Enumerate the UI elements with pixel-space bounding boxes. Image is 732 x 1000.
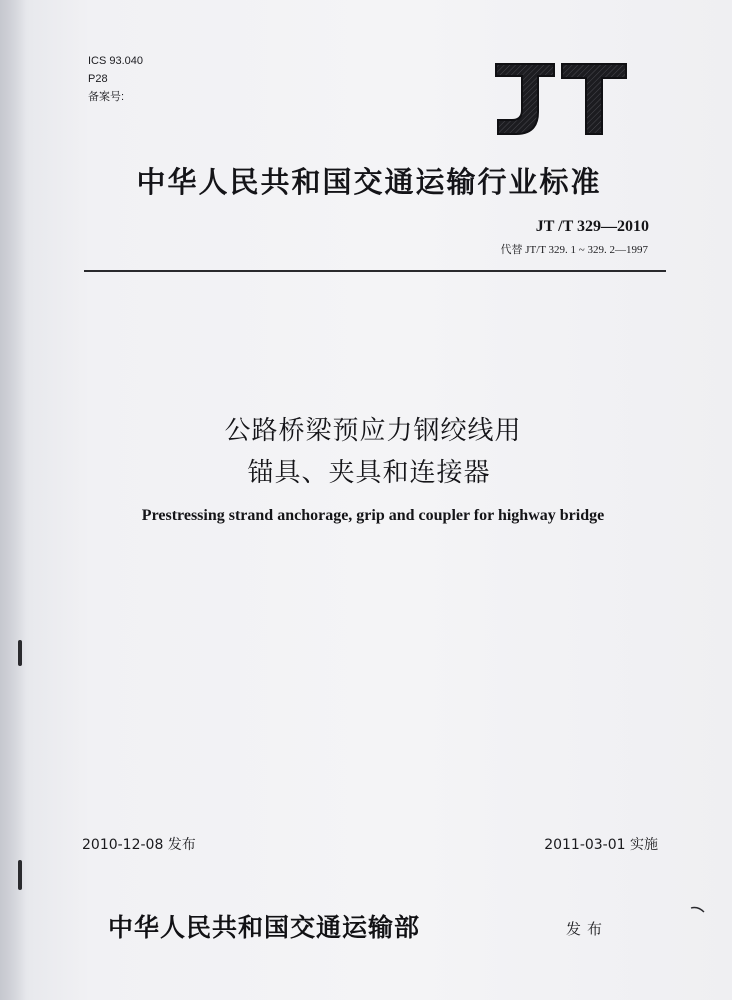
document-title-line-2: 锚具、夹具和连接器 xyxy=(247,458,491,488)
standard-category-title: 中华人民共和国交通运输行业标准 xyxy=(136,165,602,199)
logo-letter-j xyxy=(496,64,554,134)
classification-block xyxy=(88,52,143,106)
ics-code: ICS 93.040 xyxy=(88,55,144,67)
record-number-label: 备案号: xyxy=(88,91,125,103)
header-divider xyxy=(84,270,666,272)
pen-mark xyxy=(690,906,706,914)
publisher-name: 中华人民共和国交通运输部 xyxy=(108,913,421,942)
document-title-english: Prestressing strand anchorage, grip and coupler for highway bridge xyxy=(141,507,605,524)
logo-letter-t xyxy=(562,64,626,134)
document-title-line-1: 公路桥梁预应力钢绞线用 xyxy=(224,416,522,446)
jt-logo xyxy=(492,60,630,140)
page-edge-shadow xyxy=(0,0,26,1000)
replaced-standards: 代替 JT/T 329. 1 ~ 329. 2—1997 xyxy=(500,244,648,256)
standard-number: JT /T 329—2010 xyxy=(535,218,649,235)
implementation-date: 2011-03-01 实施 xyxy=(544,837,658,853)
binding-mark xyxy=(18,860,22,890)
binding-mark xyxy=(18,640,22,666)
category-code: P28 xyxy=(88,73,108,85)
publish-label: 发布 xyxy=(566,920,609,938)
issue-date: 2010-12-08 发布 xyxy=(82,837,196,853)
